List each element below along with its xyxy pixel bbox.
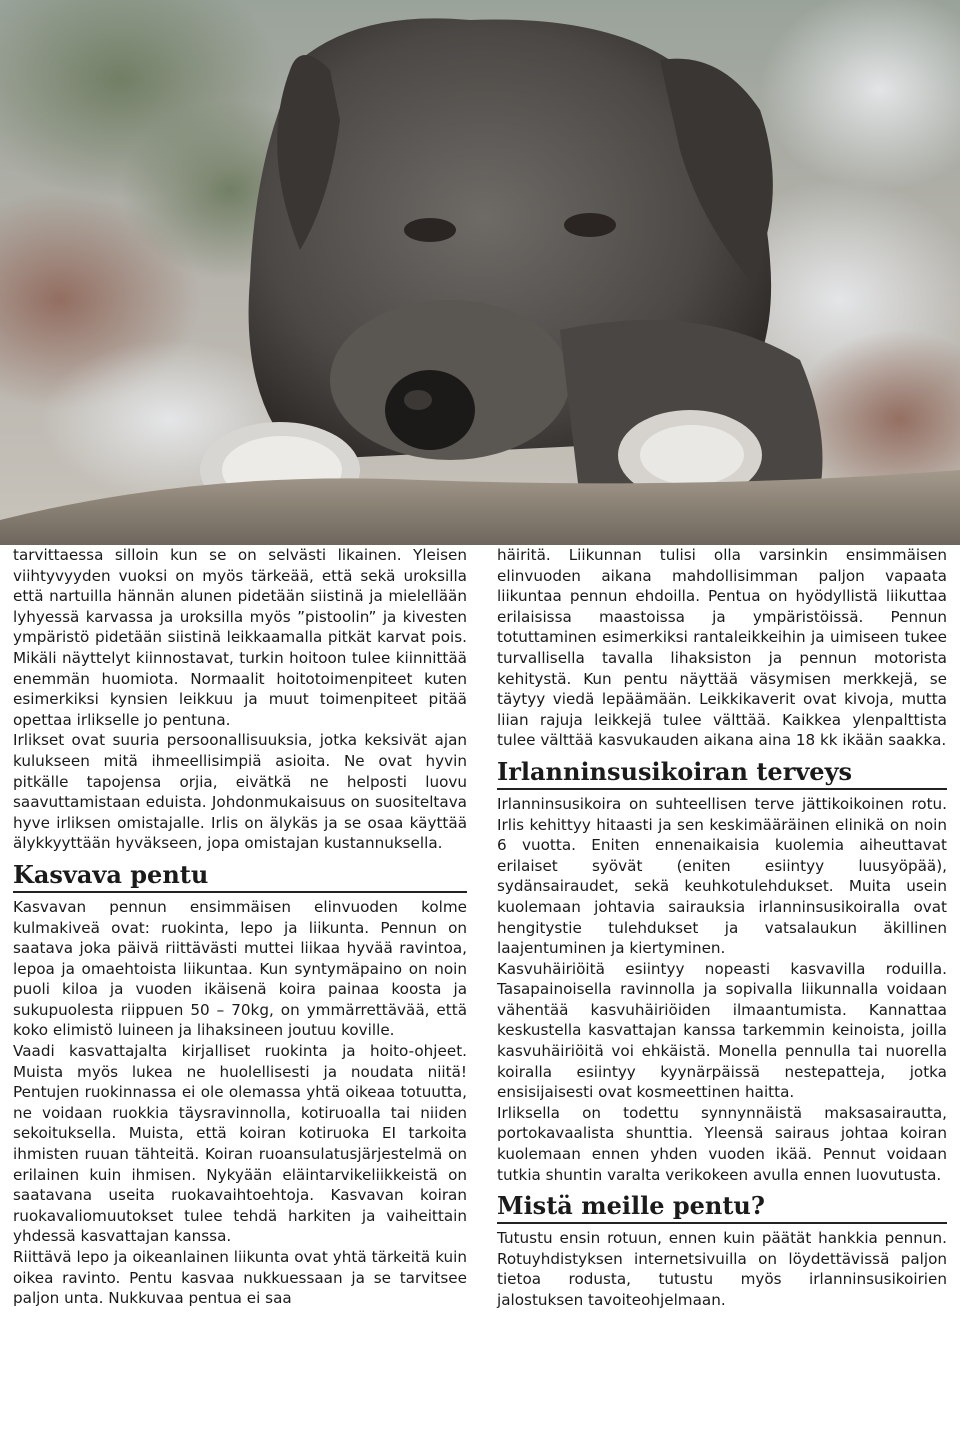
- section-heading-terveys: Irlanninsusikoiran terveys: [497, 757, 947, 790]
- left-paragraph: Riittävä lepo ja oikeanlainen liikunta ovat yhtä tärkeitä kuin oikea ravinto. Pentu kasvaa nukkuessaan ja se tarvitsee paljon unta. Nukkuvaa pentua ei saa: [13, 1248, 467, 1308]
- section-heading-mista-meille-pentu: Mistä meille pentu?: [497, 1191, 947, 1224]
- left-paragraph: tarvittaessa silloin kun se on selvästi likainen. Yleisen viihtyvyyden vuoksi on myös tärkeää, että sekä uroksilla että nartuilla hännän alunen pidetään siistinä ja mielellään lyhyessä karvassa ja uroksilla myös ”pistoolin” ja kivesten ympäristö pidetään siistinä leikkaamalla pitkät karvat pois. Mikäli näyttelyt kiinnostavat, turkin hoitoon tulee kiinnittää enemmän huomiota. Normaalit hoitotoimenpiteet kuten esimerkiksi kynsien leikkuu ja muut toimenpiteet pitää opettaa irlikselle jo pentuna.: [13, 546, 467, 729]
- right-paragraph: Kasvuhäiriöitä esiintyy nopeasti kasvavilla roduilla. Tasapainoisella ravinnolla ja sopivalla liikunnalla voidaan vähentää kasvuhäiriöiden ilmaantumista. Kannattaa keskustella kasvattajan kanssa tarkemmin keinoista, joilla kasvuhäiriöitä voi ehkäistä. Monella pennulla tai nuorella koiralla esiintyy kyynärpäissä nestepatteja, jotka ensisijaisesti ovat kosmeettinen haitta.: [497, 959, 947, 1102]
- puppy-illustration: [0, 0, 960, 545]
- left-paragraph: Irlikset ovat suuria persoonallisuuksia, jotka keksivät ajan kulukseen mitä ihmeellisimpiä asioita. Ne ovat hyvin pitkälle tapojensa orjia, eivätkä ne helposti luovu saavuttamistaan eduista. Johdonmukaisuus on suositeltava hyve irliksen omistajalle. Irlis on älykäs ja se osaa käyttää älykkyyttään hyväkseen, jopa omistajan kustannuksella.: [13, 731, 467, 853]
- left-column: [13, 545, 467, 1309]
- left-paragraph: Kasvavan pennun ensimmäisen elinvuoden kolme kulmakiveä ovat: ruokinta, lepo ja liikunta. Pennun on saatava joka päivä riittävästi muttei liikaa hyvää ravintoa, lepoa ja omaehtoista liikuntaa. Kun syntymäpaino on noin puoli kiloa ja vuoden ikäisenä koira painaa koosta ja sukupuolesta riippuen 50 – 70kg, on ymmärrettävää, että koko elimistö luineen ja lihaksineen joutuu koville.: [13, 897, 467, 1040]
- section-heading-kasvava-pentu: Kasvava pentu: [13, 860, 467, 893]
- right-column: [497, 545, 947, 1311]
- dog-photo: [0, 0, 960, 545]
- right-paragraph: Irlanninsusikoira on suhteellisen terve jättikoikoinen rotu. Irlis kehittyy hitaasti ja sen keskimääräinen elinikä on noin 6 vuotta. Eniten ennenaikaisia kuolemia aiheuttavat erilaiset syövät (eniten esiintyy luusyöpää), sydänsairaudet, sekä keuhkotulehdukset. Muita usein kuolemaan johtavia sairauksia irlanninsusikoiralla ovat hengitystie tulehdukset ja vatsalaukun äkillinen laajentuminen ja kiertyminen.: [497, 794, 947, 958]
- right-paragraph: häiritä. Liikunnan tulisi olla varsinkin ensimmäisen elinvuoden aikana mahdollisimman paljon vapaata liikuntaa pennun ehdoilla. Pentua on hyödyllistä liikuttaa erilaisissa maastoissa ja ympäristöissä. Pennun totuttaminen esimerkiksi rantaleikkeihin ja uimiseen tukee turvallisella tavalla lihaksiston ja pennun motorista kehitystä. Kun pentu näyttää väsymisen merkkejä, se täytyy viedä lepäämään. Leikkikaverit ovat kivoja, mutta liian rajuja leikkejä tulee välttää. Kaikkea ylenpalttista tulee välttää kasvukauden aikana aina 18 kk ikään saakka.: [497, 546, 947, 750]
- right-paragraph: Tutustu ensin rotuun, ennen kuin päätät hankkia pennun. Rotuyhdistyksen internetsivuilla on löydettävissä paljon tietoa rodusta, tutustu myös irlanninsusikoirien jalostuksen tavoiteohjelmaan.: [497, 1229, 947, 1309]
- left-paragraph: Vaadi kasvattajalta kirjalliset ruokinta ja hoito-ohjeet. Muista myös lukea ne huolellisesti ja noudata niitä! Pentujen ruokinnassa ei ole olemassa yhtä oikeaa totuutta, ne voidaan ruokkia täysravinnolla, kotiruoalla tai niiden sekoituksella. Muista, että koiran kotiruoka EI tarkoita ihmisten ruuan tähteitä. Koiran ruoansulatusjärjestelmä on erilainen kuin ihmisen. Nykyään eläintarvikeliikkeistä on saatavana useita ruokavaihtoehtoja. Kasvavan koiran ruokavaliomuutokset tulee tehdä harkiten ja vaiheittain yhdessä kasvattajan kanssa.: [13, 1042, 467, 1246]
- right-paragraph: Irliksella on todettu synnynnäistä maksasairautta, portokavaalista shunttia. Yleensä sairaus johtaa koiran kuolemaan ennen yhden vuoden ikää. Pennut voidaan tutkia shuntin varalta verikokeen avulla ennen luovutusta.: [497, 1103, 947, 1184]
